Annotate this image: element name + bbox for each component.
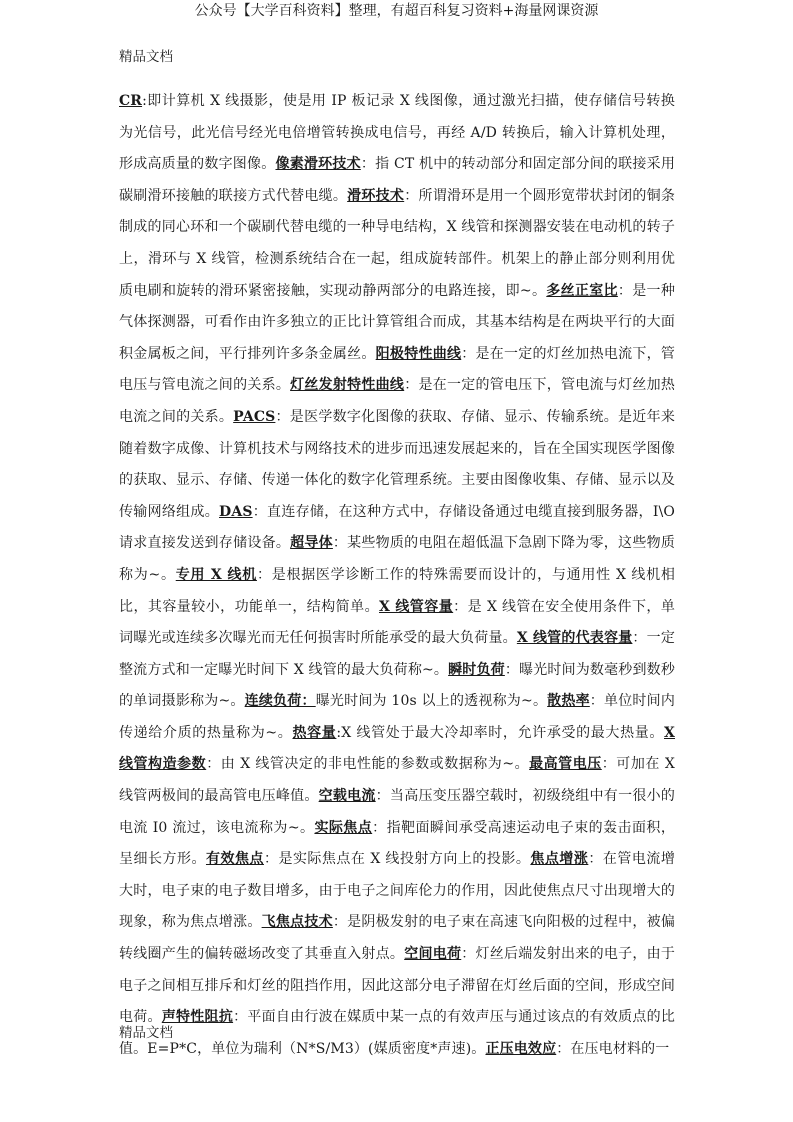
glossary-term: CR xyxy=(119,93,143,109)
glossary-definition: ：灯丝后端发射出来的电子，由于电子之间相互排斥和灯丝的阻挡作用，因此这部分电子滞留在灯丝后面的空间，形成空间电荷。 xyxy=(119,946,676,1026)
glossary-term: 焦点增涨 xyxy=(530,851,589,868)
glossary-term: 空载电流 xyxy=(318,788,376,805)
glossary-body xyxy=(119,86,675,1065)
glossary-definition: ：一定整流方式和一定曝光时间下 X 线管的最大负荷称~。 xyxy=(119,630,675,678)
glossary-term: 最高管电压 xyxy=(529,756,602,773)
glossary-term: 滑环技术 xyxy=(347,187,405,204)
glossary-definition: ：是在一定的灯丝加热电流下，管电压与管电流之间的关系。 xyxy=(119,345,676,394)
glossary-definition: ：是阴极发射的电子束在高速飞向阳极的过程中，被偏转线圈产生的偏转磁场改变了其垂直入射点。 xyxy=(119,914,675,963)
glossary-term: 空间电荷 xyxy=(404,946,462,963)
glossary-term: X 线管容量 xyxy=(379,598,454,615)
glossary-term: 多丝正室比 xyxy=(546,282,618,299)
glossary-term: PACS xyxy=(233,408,276,425)
glossary-definition: ：当高压变压器空载时，初级绕组中有一很小的电流 I0 流过，该电流称为~。 xyxy=(119,788,675,836)
header-label: 精品文档 xyxy=(119,49,173,65)
glossary-definition: ：是一种气体探测器，可看作由许多独立的正比计算管组合而成，其基本结构是在两块平行的大面积金属板之间，平行排列许多条金属丝。 xyxy=(119,282,675,362)
glossary-term: 像素滑环技术 xyxy=(275,156,361,173)
glossary-definition: ：是 X 线管在安全使用条件下，单词曝光或连续多次曝光而无任何损害时所能承受的最大负荷量。 xyxy=(119,598,676,647)
glossary-definition: ：是在一定的管电压下，管电流与灯丝加热电流之间的关系。 xyxy=(119,377,675,425)
footer-label: 精品文档 xyxy=(119,1025,173,1041)
glossary-term: 有效焦点 xyxy=(205,851,264,868)
glossary-term: 声特性阻抗 xyxy=(161,1009,234,1026)
glossary-definition: ：在压电材料的一 xyxy=(556,1040,670,1057)
glossary-definition: ：在管电流增大时，电子束的电子数目增多，由于电子之间库伦力的作用，因此使焦点尺寸出现增大的现象，称为焦点增涨。 xyxy=(119,851,675,931)
glossary-term: 灯丝发射特性曲线 xyxy=(290,377,405,394)
glossary-term: DAS xyxy=(219,503,253,520)
glossary-term: 实际焦点 xyxy=(314,819,373,836)
glossary-term: 散热率 xyxy=(547,693,590,710)
glossary-term: 专用 X 线机 xyxy=(175,566,257,583)
glossary-definition: ：是根据医学诊断工作的特殊需要而设计的，与通用性 X 线机相比，其容量较小，功能单一，结构简单。 xyxy=(119,566,675,615)
glossary-term: 超导体 xyxy=(290,535,333,552)
glossary-definition: ：直连存储，在这种方式中，存储设备通过电缆直接到服务器，I\O 请求直接发送到存储设备。 xyxy=(119,503,675,552)
glossary-definition: ：指靶面瞬间承受高速运动电子束的轰击面积，呈细长方形。 xyxy=(119,819,675,868)
glossary-definition: ：是实际焦点在 X 线投射方向上的投影。 xyxy=(263,851,531,868)
glossary-definition: ：由 X 线管决定的非电性能的参数或数据称为~。 xyxy=(206,756,530,773)
glossary-definition: ：可加在 X 线管两极间的最高管电压峰值。 xyxy=(119,756,675,805)
glossary-definition: ：单位时间内传递给介质的热量称为~。 xyxy=(119,693,676,741)
glossary-term: 正压电效应 xyxy=(485,1040,557,1057)
glossary-term: X 线管的代表容量 xyxy=(516,630,633,647)
glossary-definition: ：是医学数字化图像的获取、存储、显示、传输系统。是近年来随着数字成像、计算机技术与网络技术的进步而迅速发展起来的，旨在全国实现医学图像的获取、显示、存储、传递一体化的数字化管理系统。主要由图像收集、存储、显示以及传输网络组成。 xyxy=(119,408,675,520)
page-banner: 公众号【大学百科资料】整理，有超百科复习资料+海量网课资源 xyxy=(194,3,599,19)
glossary-definition: ：指 CT 机中的转动部分和固定部分间的联接采用碳刷滑环接触的联接方式代替电缆。 xyxy=(119,156,675,204)
glossary-term: X 线管构造参数 xyxy=(119,724,676,773)
glossary-definition: ：所谓滑环是用一个圆形宽带状封闭的铜条制成的同心环和一个碳刷代替电缆的一种导电结构，X 线管和探测器安装在电动机的转子上，滑环与 X 线管，检测系统结合在一起，组成旋转部件。机架上的静止部分则利用优质电刷和旋转的滑环紧密接触，实现动静两部分的电路连接，即~。 xyxy=(119,187,675,299)
glossary-term: 阳极特性曲线 xyxy=(375,345,462,362)
glossary-definition: :即计算机 X 线摄影，使是用 IP 板记录 X 线图像，通过激光扫描，使存储信号转换为光信号，此光信号经光电倍增管转换成电信号，再经 A/D 转换后，输入计算机处理，形成高质量的数字图像。 xyxy=(119,93,675,173)
glossary-term: 热容量 xyxy=(292,724,337,741)
glossary-definition: ：平面自由行波在媒质中某一点的有效声压与通过该点的有效质点的比值。E=P*C，单位为瑞利（N*S/M3）(媒质密度*声速)。 xyxy=(119,1009,675,1057)
glossary-term: 飞焦点技术 xyxy=(261,914,333,931)
glossary-definition: :X 线管处于最大冷却率时，允许承受的最大热量。 xyxy=(336,724,664,741)
glossary-definition: ：曝光时间为数毫秒到数秒的单词摄影称为~。 xyxy=(119,661,675,710)
glossary-term: 连续负荷： xyxy=(244,693,316,710)
glossary-definition: 曝光时间为 10s 以上的透视称为~。 xyxy=(315,693,548,710)
glossary-term: 瞬时负荷 xyxy=(448,661,505,678)
glossary-definition: ：某些物质的电阻在超低温下急剧下降为零，这些物质称为~。 xyxy=(119,535,675,583)
